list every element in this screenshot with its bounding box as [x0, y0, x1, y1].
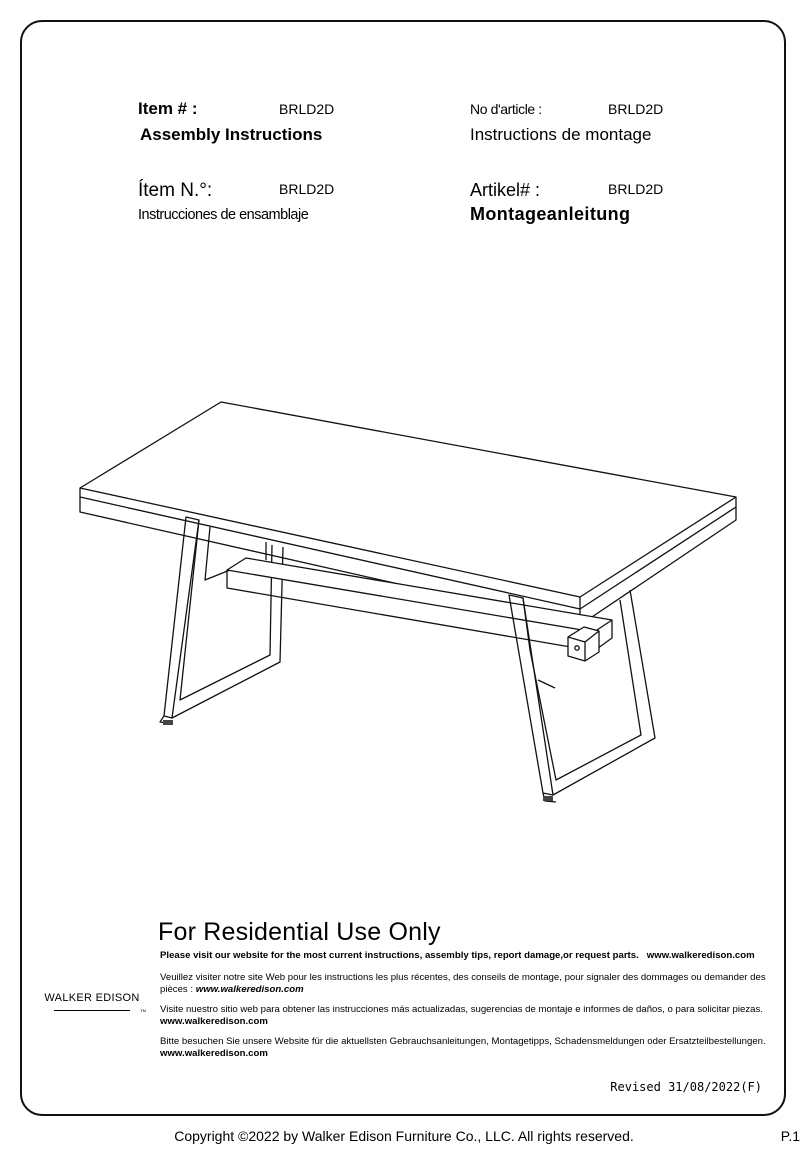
es-item-label: Ítem N.°: — [138, 180, 213, 201]
page-number: P.1 — [780, 1128, 800, 1144]
residential-use-headline: For Residential Use Only — [158, 918, 441, 946]
es-title: Instrucciones de ensamblaje — [138, 207, 309, 223]
notice-es-url[interactable]: www.walkeredison.com — [160, 1016, 268, 1027]
de-item-label: Artikel# : — [470, 180, 541, 200]
notice-fr-text: Veuillez visiter notre site Web pour les instructions les plus récentes, des conseils de montage, pour signaler des dommages ou demander des pièces : — [160, 972, 766, 995]
notice-en-url[interactable]: www.walkeredison.com — [646, 950, 755, 961]
fr-item-code: BRLD2D — [608, 101, 664, 117]
notice-es-text: Visite nuestro sitio web para obtener las instrucciones más actualizadas, sugerencias de montaje e informes de daños, o para solicitar piezas. — [160, 1004, 763, 1015]
walker-edison-logo — [40, 990, 144, 1018]
copyright-notice: Copyright ©2022 by Walker Edison Furniture Co., LLC. All rights reserved. — [174, 1128, 634, 1144]
fr-title: Instructions de montage — [470, 125, 652, 144]
en-title: Assembly Instructions — [140, 125, 323, 144]
notice-en-paragraph — [160, 950, 766, 962]
notice-de-text: Bitte besuchen Sie unsere Website für die aktuellsten Gebrauchsanleitungen, Montagetipps, Schadensmeldungen oder Ersatzteilbestellungen. — [160, 1036, 766, 1047]
logo-underline — [54, 1010, 130, 1011]
notice-de-paragraph — [160, 1036, 766, 1060]
logo-trademark: TM — [140, 1008, 146, 1013]
de-title: Montageanleitung — [470, 204, 631, 224]
en-item-code: BRLD2D — [279, 101, 335, 117]
de-item-code: BRLD2D — [608, 181, 664, 197]
logo-text: WALKER EDISON — [44, 992, 140, 1004]
es-item-code: BRLD2D — [279, 181, 335, 197]
notice-en-text: Please visit our website for the most current instructions, assembly tips, report damage,or request parts. — [160, 950, 639, 961]
notice-de-url[interactable]: www.walkeredison.com — [160, 1048, 268, 1059]
en-item-label: Item # : — [138, 99, 198, 118]
fr-item-label: No d'article : — [470, 101, 542, 117]
notice-fr-paragraph — [160, 972, 766, 996]
notice-fr-url[interactable]: www.walkeredison.com — [195, 984, 304, 995]
notice-es-paragraph — [160, 1004, 766, 1028]
revision-date: Revised 31/08/2022(F) — [610, 1080, 762, 1094]
